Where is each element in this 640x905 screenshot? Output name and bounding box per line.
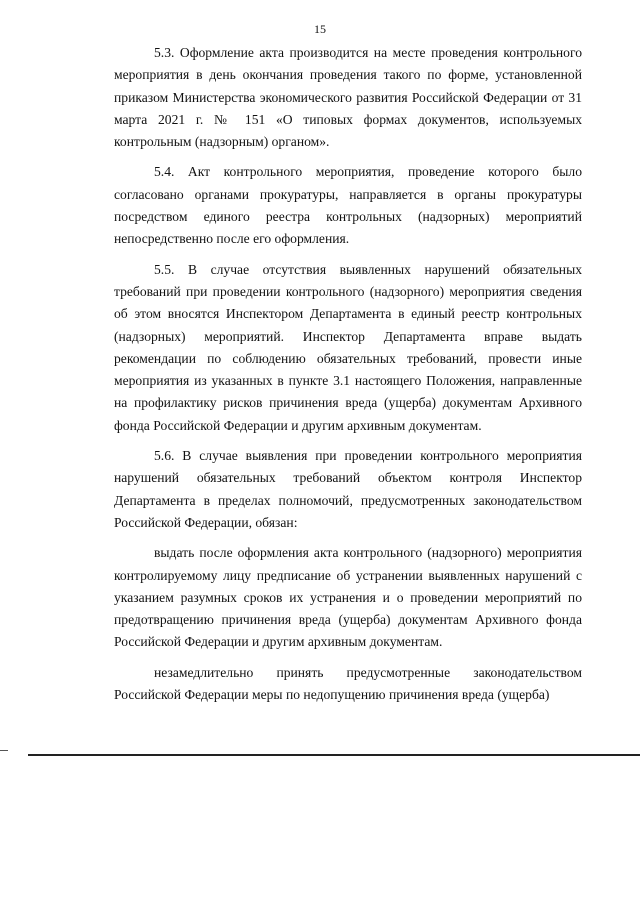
paragraph-5-4: 5.4. Акт контрольного мероприятия, проведение которого было согласовано органами прокуратуры, направляется в органы прокуратуры посредством единого реестра контрольных (надзорных) мероприятий непосредственно после его оформления. bbox=[114, 164, 582, 247]
page-bottom-rule bbox=[28, 754, 640, 756]
paragraph-5-5: 5.5. В случае отсутствия выявленных нарушений обязательных требований при проведении контрольного (надзорного) мероприятия сведения об этом вносятся Инспектором Департамента в единый реестр контрольных (надзорных) мероприятий. Инспектор Департамента вправе выдать рекомендации по соблюдению обязательных требований, провести иные мероприятия из указанных в пункте 3.1 настоящего Положения, направленные на профилактику рисков причинения вреда (ущерба) документам Архивного фонда Российской Федерации и другим архивным документам. bbox=[114, 261, 582, 433]
paragraph-5-6: 5.6. В случае выявления при проведении контрольного мероприятия нарушений обязательных требований объектом контроля Инспектор Департамента в пределах полномочий, предусмотренных законодательством Российской Федерации, обязан: bbox=[114, 448, 582, 530]
scan-edge-mark bbox=[0, 750, 8, 751]
document-body bbox=[114, 42, 582, 714]
paragraph-take-measures: незамедлительно принять предусмотренные законодательством Российской Федерации меры по недопущению причинения вреда (ущерба) bbox=[114, 664, 582, 703]
page-number: 15 bbox=[314, 22, 326, 36]
paragraph-5-3: 5.3. Оформление акта производится на месте проведения контрольного мероприятия в день окончания проведения такого по форме, установленной приказом Министерства экономического развития Российской Федерации от 31 марта 2021 г. № 151 «О типовых формах документов, используемых контрольным (надзорным) органом». bbox=[114, 45, 582, 150]
paragraph-issue-order: выдать после оформления акта контрольного (надзорного) мероприятия контролируемому лицу предписание об устранении выявленных нарушений с указанием разумных сроков их устранения и о проведении мероприятий по предотвращению причинения вреда (ущерба) документам Архивного фонда Российской Федерации и другим архивным документам. bbox=[114, 545, 582, 650]
